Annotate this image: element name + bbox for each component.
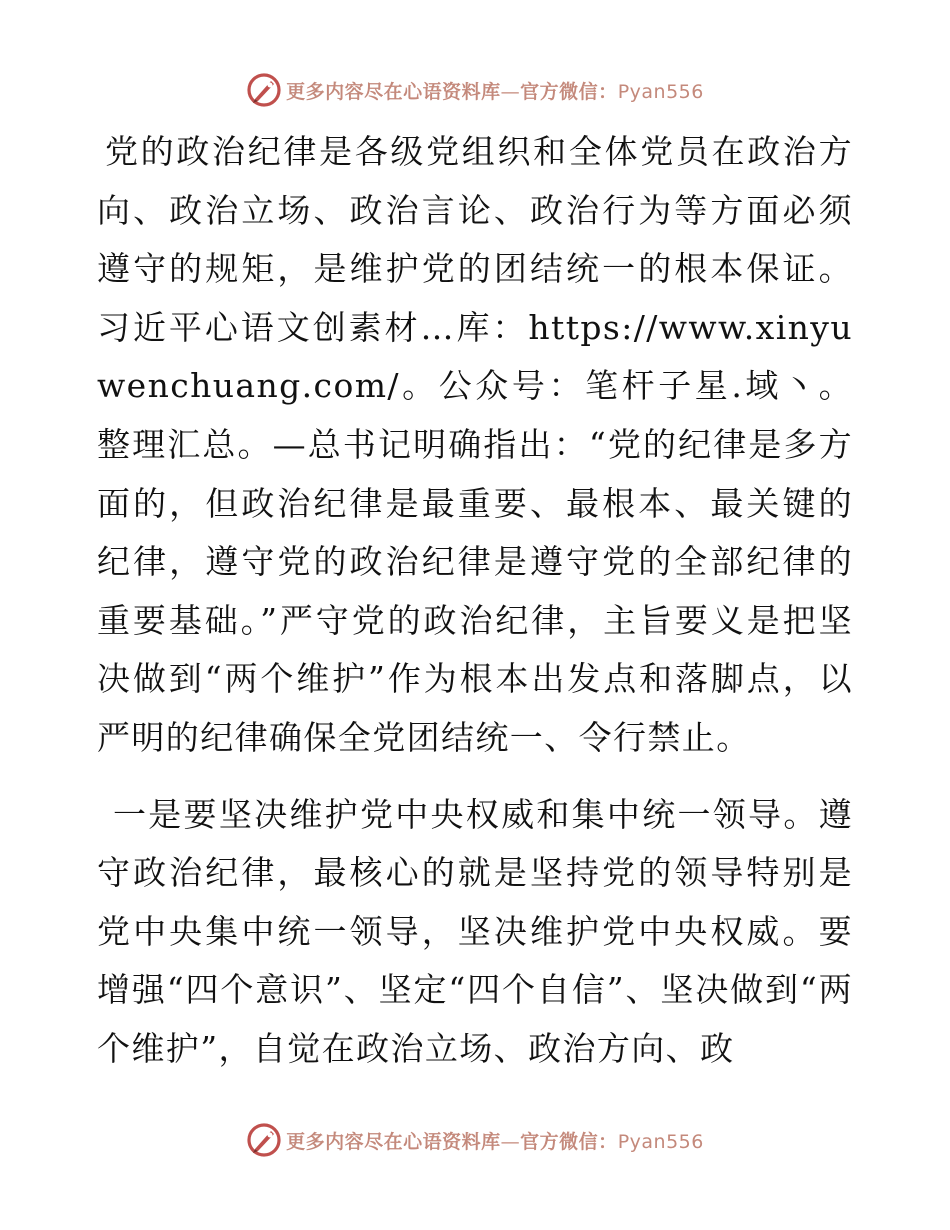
document-body: [97, 123, 853, 1079]
watermark-id: Pyan556: [617, 80, 704, 103]
paragraph-central-authority: 一是要坚决维护党中央权威和集中统一领导。遵守政治纪律，最核心的就是坚持党的领导特别是党中央集中统一领导，坚决维护党中央权威。要增强“四个意识”、坚定“四个自信”、坚决做到“两个维护”，自觉在政治立场、政治方向、政: [97, 794, 853, 1068]
quill-logo-icon: [246, 1122, 282, 1158]
watermark-text: [286, 77, 704, 104]
footer-watermark: [0, 1120, 950, 1160]
watermark-contact: 官方微信：: [520, 1130, 618, 1153]
watermark-dash: —: [500, 80, 521, 103]
watermark-slogan: 更多内容尽在心语资料库: [286, 1130, 501, 1153]
watermark-slogan: 更多内容尽在心语资料库: [286, 80, 501, 103]
watermark-text: [286, 1127, 704, 1154]
watermark-dash: —: [500, 1130, 521, 1153]
header-watermark: [0, 70, 950, 110]
watermark-contact: 官方微信：: [520, 80, 618, 103]
paragraph-political-discipline: 党的政治纪律是各级党组织和全体党员在政治方向、政治立场、政治言论、政治行为等方面必须遵守的规矩，是维护党的团结统一的根本保证。习近平心语文创素材…库：https://www.xinyuwenchuang.com/。公众号：笔杆子星.域丶。整理汇总。—总书记明确指出：“党的纪律是多方面的，但政治纪律是最重要、最根本、最关键的纪律，遵守党的政治纪律是遵守党的全部纪律的重要基础。”严守党的政治纪律，主旨要义是把坚决做到“两个维护”作为根本出发点和落脚点，以严明的纪律确保全党团结统一、令行禁止。: [97, 132, 854, 757]
quill-logo-icon: [246, 72, 282, 108]
watermark-id: Pyan556: [617, 1130, 704, 1153]
